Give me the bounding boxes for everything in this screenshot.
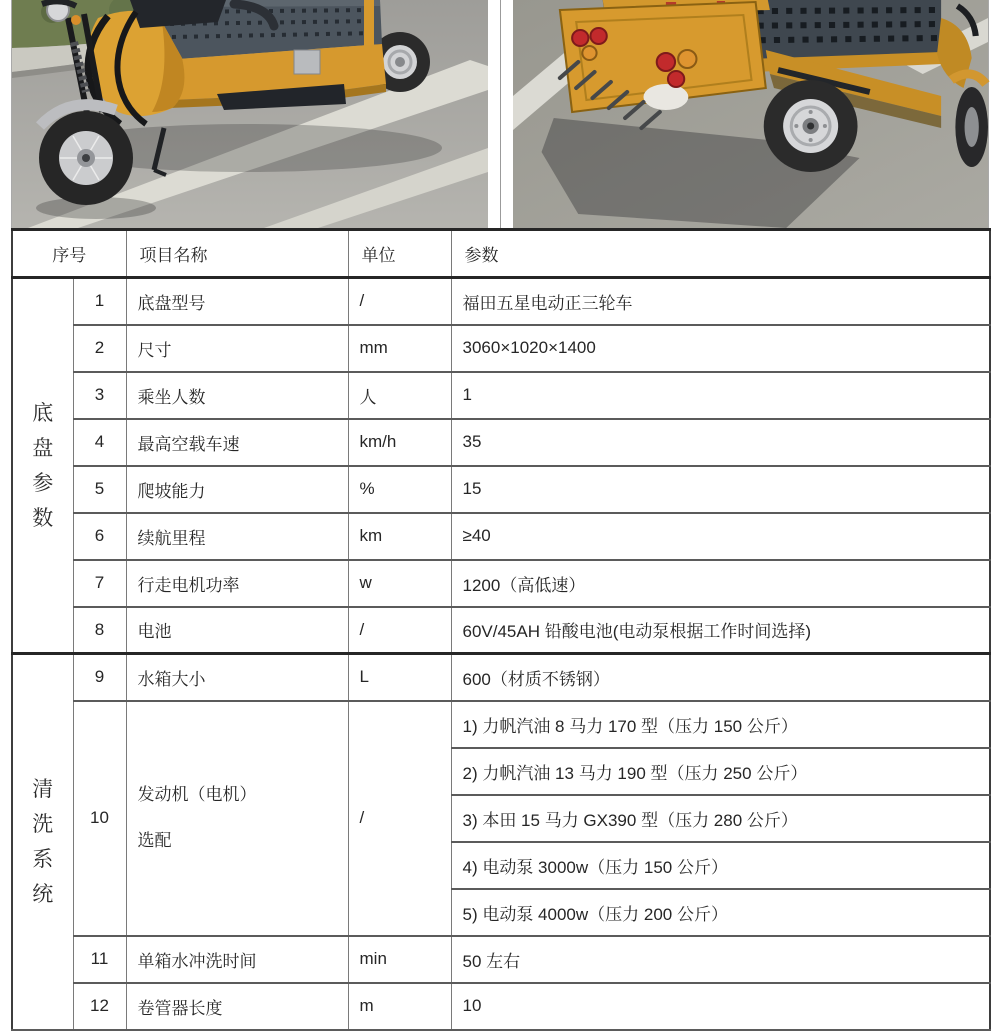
row-value-cell: 35 <box>451 419 990 466</box>
spec-row <box>12 607 990 654</box>
row-value-cell: 1) 力帆汽油 8 马力 170 型（压力 150 公斤） <box>451 701 990 748</box>
spec-row <box>12 936 990 983</box>
row-value-cell: 10 <box>451 983 990 1030</box>
group-label: 清 洗 系 统 <box>12 654 73 1030</box>
row-unit-cell: mm <box>348 325 451 372</box>
row-value-cell: 5) 电动泵 4000w（压力 200 公斤） <box>451 889 990 936</box>
row-no-cell: 4 <box>73 419 126 466</box>
tricycle-rear-illustration <box>513 0 988 228</box>
row-unit-cell: / <box>348 607 451 654</box>
photo-divider <box>488 0 513 228</box>
row-unit-cell: L <box>348 654 451 701</box>
row-value-cell: 15 <box>451 466 990 513</box>
product-photo-front-view <box>12 0 488 228</box>
row-value-cell: 4) 电动泵 3000w（压力 150 公斤） <box>451 842 990 889</box>
row-name-cell: 爬坡能力 <box>126 466 348 513</box>
spec-row <box>12 513 990 560</box>
row-value-cell: 1 <box>451 372 990 419</box>
row-unit-cell: / <box>348 278 451 325</box>
row-no-cell: 2 <box>73 325 126 372</box>
row-value-cell: ≥40 <box>451 513 990 560</box>
row-unit-cell: km <box>348 513 451 560</box>
row-unit-cell: min <box>348 936 451 983</box>
row-no-cell: 8 <box>73 607 126 654</box>
product-photo-rear-view <box>513 0 988 228</box>
row-no-cell: 11 <box>73 936 126 983</box>
row-unit-cell: m <box>348 983 451 1030</box>
row-name-cell: 底盘型号 <box>126 278 348 325</box>
row-no-cell: 3 <box>73 372 126 419</box>
row-name-cell: 尺寸 <box>126 325 348 372</box>
row-unit-cell: km/h <box>348 419 451 466</box>
group-label: 底 盘 参 数 <box>12 278 73 654</box>
spec-row <box>12 372 990 419</box>
row-value-cell: 福田五星电动正三轮车 <box>451 278 990 325</box>
row-name-cell: 最高空载车速 <box>126 419 348 466</box>
row-value-cell: 50 左右 <box>451 936 990 983</box>
row-unit-cell: / <box>348 701 451 936</box>
col-header-unit: 单位 <box>348 230 451 278</box>
row-name-cell: 发动机（电机） 选配 <box>126 701 348 936</box>
col-header-params: 参数 <box>451 230 990 278</box>
row-name-cell: 单箱水冲洗时间 <box>126 936 348 983</box>
product-photos <box>11 0 989 228</box>
row-value-cell: 1200（高低速） <box>451 560 990 607</box>
tricycle-front-illustration <box>12 0 488 228</box>
row-no-cell: 5 <box>73 466 126 513</box>
row-name-cell: 乘坐人数 <box>126 372 348 419</box>
spec-row <box>12 654 990 701</box>
row-name-cell: 卷管器长度 <box>126 983 348 1030</box>
col-header-index: 序号 <box>12 230 126 278</box>
row-unit-cell: 人 <box>348 372 451 419</box>
row-name-cell: 电池 <box>126 607 348 654</box>
spec-row <box>12 466 990 513</box>
row-value-cell: 60V/45AH 铅酸电池(电动泵根据工作时间选择) <box>451 607 990 654</box>
col-header-item: 项目名称 <box>126 230 348 278</box>
row-value-cell: 2) 力帆汽油 13 马力 190 型（压力 250 公斤） <box>451 748 990 795</box>
row-no-cell: 1 <box>73 278 126 325</box>
spec-header-row <box>12 230 990 278</box>
row-unit-cell: % <box>348 466 451 513</box>
row-no-cell: 7 <box>73 560 126 607</box>
spec-row <box>12 325 990 372</box>
spec-row <box>12 560 990 607</box>
row-value-cell: 3060×1020×1400 <box>451 325 990 372</box>
row-no-cell: 6 <box>73 513 126 560</box>
row-name-cell: 水箱大小 <box>126 654 348 701</box>
row-no-cell: 12 <box>73 983 126 1030</box>
spec-row <box>12 983 990 1030</box>
row-unit-cell: w <box>348 560 451 607</box>
row-name-cell: 行走电机功率 <box>126 560 348 607</box>
row-value-cell: 600（材质不锈钢） <box>451 654 990 701</box>
row-value-cell: 3) 本田 15 马力 GX390 型（压力 280 公斤） <box>451 795 990 842</box>
spec-row <box>12 701 990 748</box>
spec-row <box>12 278 990 325</box>
row-no-cell: 9 <box>73 654 126 701</box>
spec-table <box>11 228 991 1031</box>
spec-row <box>12 419 990 466</box>
row-name-cell: 续航里程 <box>126 513 348 560</box>
row-no-cell: 10 <box>73 701 126 936</box>
